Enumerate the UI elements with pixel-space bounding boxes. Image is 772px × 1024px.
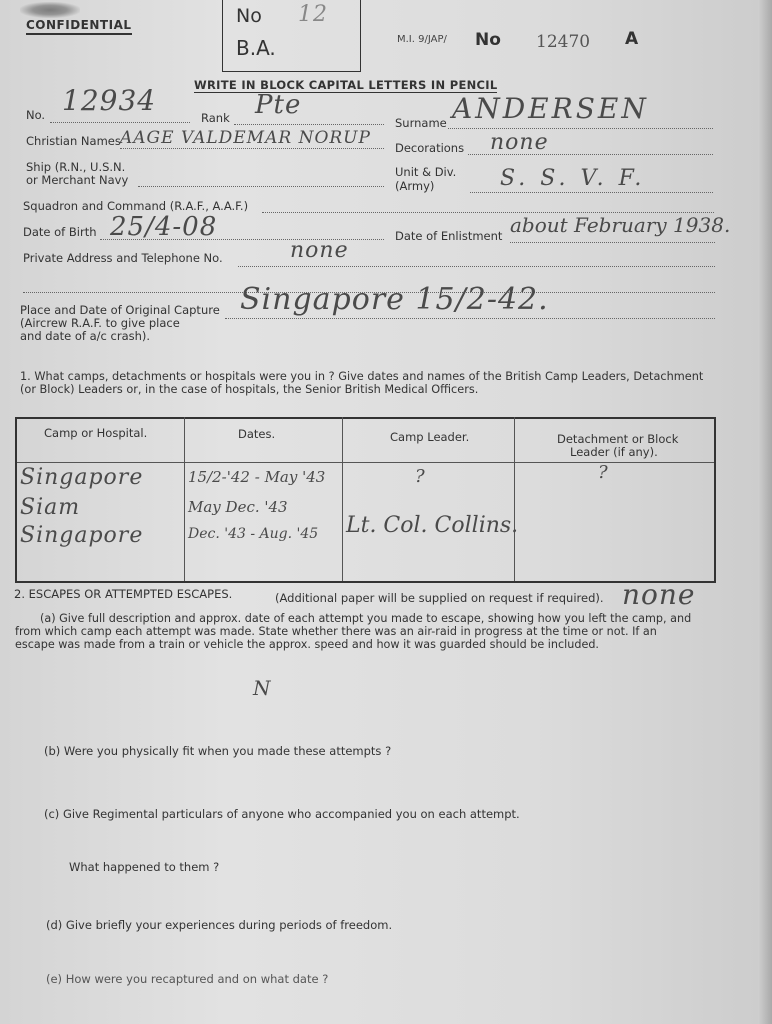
merchant-navy-label: or Merchant Navy (26, 173, 129, 187)
q1-text: 1. What camps, detachments or hospitals were you in ? Give dates and names of the British Camp Leaders, Detachment (20, 370, 704, 383)
army-label: (Army) (395, 179, 435, 193)
unit-label: Unit & Div. (395, 165, 457, 179)
christian-names-line (120, 148, 384, 149)
no-value: 12934 (62, 84, 157, 117)
block-capitals-instruction: WRITE IN BLOCK CAPITAL LETTERS IN PENCIL (194, 78, 498, 92)
ref-letter: A (625, 29, 639, 49)
capture-aircrew-label: (Aircrew R.A.F. to give place (20, 316, 180, 330)
christian-names-value: AAGE VALDEMAR NORUP (120, 128, 371, 148)
date-entry: Dec. '43 - Aug. '45 (188, 526, 319, 542)
capture-crash-label: and date of a/c crash). (20, 329, 151, 343)
q2a-text-3: escape was made from a train or vehicle the approx. speed and how it was guarded should be included. (15, 638, 599, 651)
christian-names-label: Christian Names (26, 134, 121, 148)
capture-line (225, 318, 715, 319)
col-leader-header: Camp Leader. (390, 430, 470, 444)
rank-value: Pte (255, 90, 302, 120)
q2d-text: (d) Give briefly your experiences during periods of freedom. (46, 918, 393, 932)
enlistment-value: about February 1938. (510, 213, 731, 237)
enlistment-label: Date of Enlistment (395, 229, 503, 243)
decorations-value: none (490, 130, 549, 155)
q2c-text: (c) Give Regimental particulars of anyone who accompanied you on each attempt. (44, 807, 520, 821)
col-detachment-header: Detachment or Block (557, 432, 679, 446)
surname-label: Surname (395, 116, 447, 130)
rank-line (234, 124, 384, 125)
ref-number: 12470 (536, 32, 591, 52)
address-value: none (290, 238, 349, 263)
rank-label: Rank (201, 111, 230, 125)
col-detachment-header-2: Leader (if any). (570, 445, 658, 459)
col-camp-header: Camp or Hospital. (44, 426, 148, 440)
no-label: No. (26, 108, 46, 122)
table-divider-2 (342, 417, 343, 581)
col-dates-header: Dates. (238, 427, 276, 441)
table-header-rule (17, 462, 714, 463)
dob-value: 25/4-08 (110, 212, 218, 242)
address-label: Private Address and Telephone No. (23, 251, 223, 265)
q2e-text: (e) How were you recaptured and on what date ? (46, 972, 329, 986)
capture-label: Place and Date of Original Capture (20, 303, 220, 317)
dob-label: Date of Birth (23, 225, 97, 239)
leader-unknown: ? (415, 466, 426, 487)
ship-line (138, 186, 384, 187)
q2-title: 2. ESCAPES OR ATTEMPTED ESCAPES. (14, 587, 233, 601)
page-edge (758, 0, 772, 1024)
unit-line (470, 192, 713, 193)
surname-value: ANDERSEN (452, 92, 649, 125)
camp-entry: Singapore (20, 523, 144, 548)
ship-label: Ship (R.N., U.S.N. (26, 160, 126, 174)
ref-no-label: No (475, 30, 501, 50)
date-entry: May Dec. '43 (188, 498, 288, 516)
table-divider-3 (514, 417, 515, 581)
date-entry: 15/2-'42 - May '43 (188, 468, 326, 486)
q1-text-cont: (or Block) Leaders or, in the case of hospitals, the Senior British Medical Officers. (20, 383, 479, 396)
stamp-no-value: 12 (298, 2, 328, 27)
table-divider-1 (184, 417, 185, 581)
leader-name: Lt. Col. Collins. (346, 513, 519, 538)
no-line (50, 122, 190, 123)
unit-value: S. S. V. F. (500, 166, 646, 191)
stamp-ba-label: B.A. (236, 36, 276, 60)
ink-blot (20, 2, 80, 18)
camp-entry: Siam (20, 495, 81, 520)
decorations-label: Decorations (395, 141, 465, 155)
surname-line (448, 128, 713, 129)
address-line (238, 266, 715, 267)
stamp-no-label: No (236, 5, 262, 27)
detachment-unknown: ? (598, 462, 609, 483)
confidential-label: CONFIDENTIAL (26, 18, 132, 35)
camp-entry: Singapore (20, 465, 144, 490)
q2c-followup: What happened to them ? (69, 860, 220, 874)
q2a-mark: N (253, 676, 272, 700)
q2a-text-2: from which camp each attempt was made. State whether there was an air-raid in progress at the time or not. If an (15, 625, 657, 638)
q2-answer: none (622, 578, 696, 611)
enlistment-line (510, 242, 715, 243)
q2a-text: (a) Give full description and approx. date of each attempt you made to escape, showing how you left the camp, and (40, 612, 692, 625)
ref-prefix: M.I. 9/JAP/ (397, 34, 447, 45)
capture-value: Singapore 15/2-42. (240, 282, 549, 317)
q2b-text: (b) Were you physically fit when you made these attempts ? (44, 744, 392, 758)
q2-note: (Additional paper will be supplied on request if required). (275, 591, 604, 605)
squadron-label: Squadron and Command (R.A.F., A.A.F.) (23, 199, 249, 213)
